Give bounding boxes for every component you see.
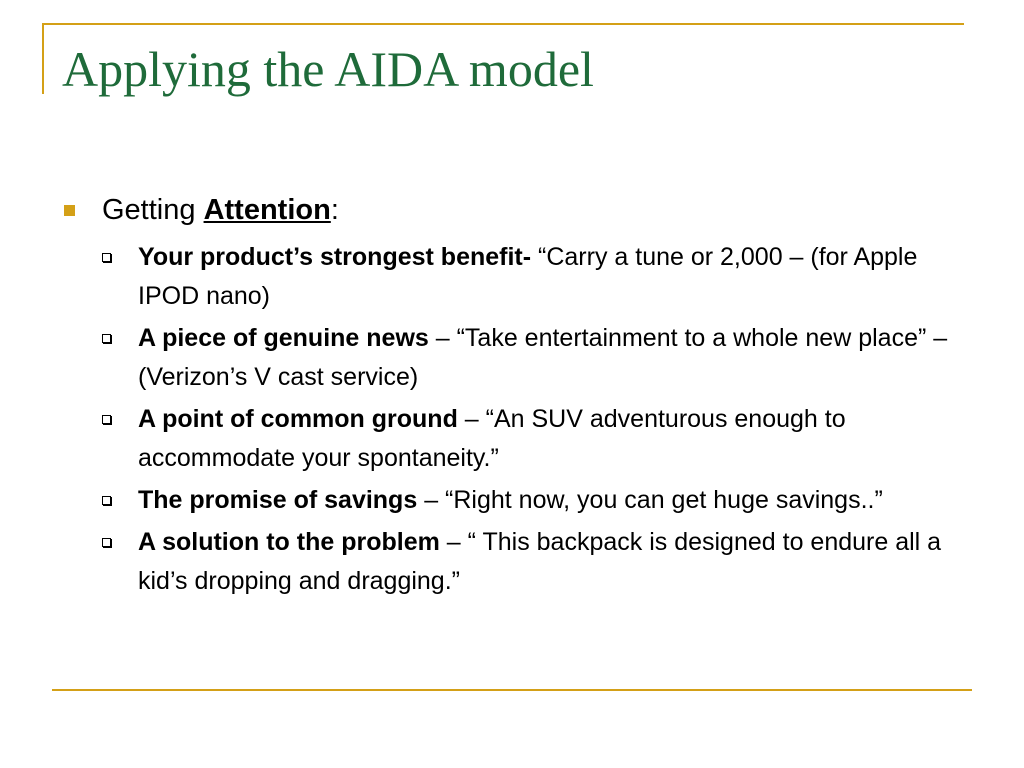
hollow-square-bullet-icon — [102, 496, 111, 505]
sub-item — [96, 400, 956, 478]
sub-bullet-list — [96, 238, 956, 604]
hollow-square-bullet-icon — [102, 538, 111, 547]
sub-item-lead: A piece of genuine news — [138, 324, 429, 352]
sub-item-text: “Carry a tune or 2,000 – (for Apple IPOD nano) — [138, 243, 918, 310]
bullet-emphasis: Attention — [203, 194, 331, 226]
title-frame-left-rule — [42, 23, 44, 94]
hollow-square-bullet-icon — [102, 334, 111, 343]
sub-item — [96, 319, 956, 397]
sub-item — [96, 523, 956, 601]
bullet-text — [102, 188, 339, 232]
hollow-square-bullet-icon — [102, 415, 111, 424]
hollow-square-bullet-icon — [102, 253, 111, 262]
sub-item-text: – “An SUV adventurous enough to accommodate your spontaneity.” — [138, 405, 846, 472]
bullet-prefix: Getting — [102, 194, 204, 226]
sub-item — [96, 481, 956, 520]
sub-item-text: – “Right now, you can get huge savings..” — [417, 486, 883, 514]
slide-title: Applying the AIDA model — [62, 41, 594, 97]
bottom-divider-rule — [52, 689, 972, 691]
square-bullet-icon — [64, 205, 75, 216]
sub-item-lead: Your product’s strongest benefit- — [138, 243, 532, 271]
sub-item-lead: The promise of savings — [138, 486, 418, 514]
sub-item — [96, 238, 956, 316]
sub-item-text: – “ This backpack is designed to endure all a kid’s dropping and dragging.” — [138, 528, 942, 595]
sub-item-text: – “Take entertainment to a whole new place” – (Verizon’s V cast service) — [138, 324, 948, 391]
title-frame-top-rule — [42, 23, 964, 25]
bullet-suffix: : — [330, 194, 339, 226]
sub-item-lead: A solution to the problem — [138, 528, 440, 556]
sub-item-lead: A point of common ground — [138, 405, 458, 433]
